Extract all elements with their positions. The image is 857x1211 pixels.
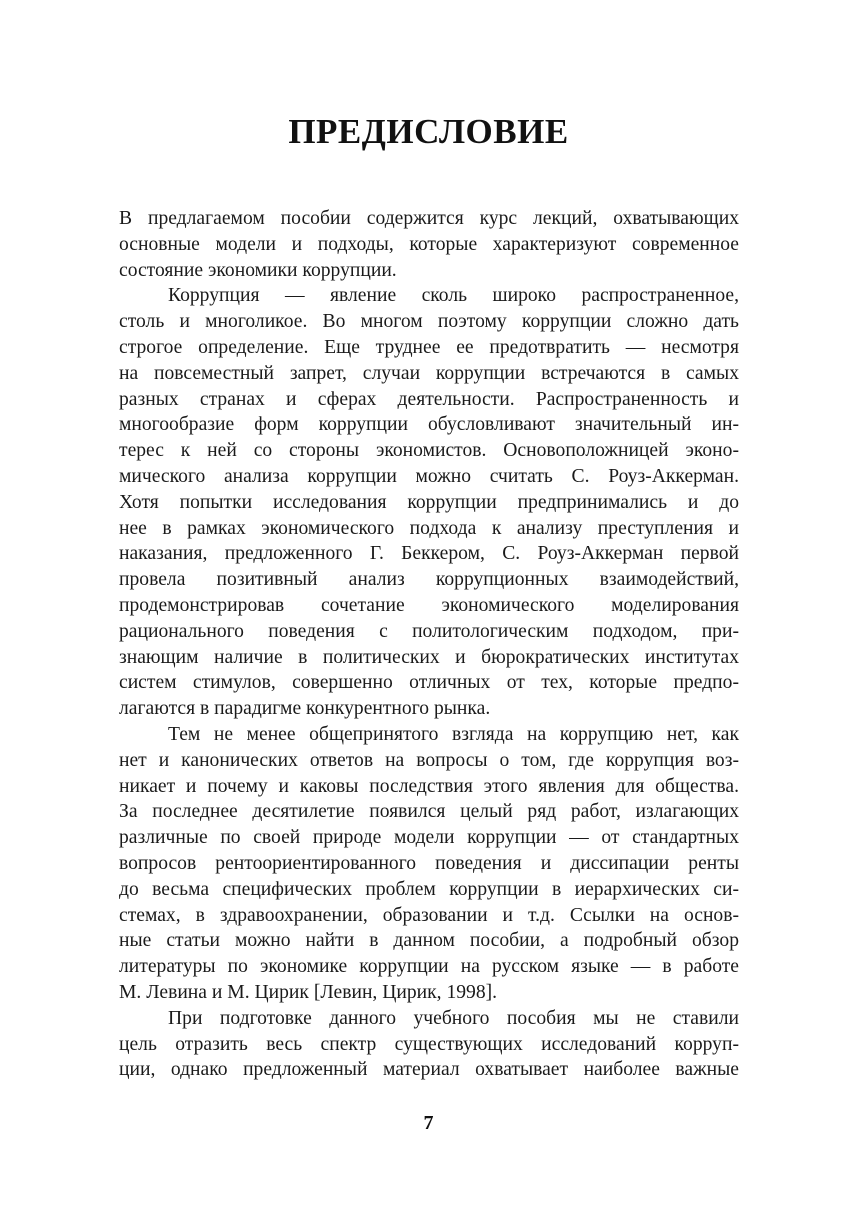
text-line: систем стимулов, совершенно отличных от тех, которые предпо- (119, 672, 739, 694)
page-number: 7 (423, 1112, 434, 1134)
text-line: до весьма специфических проблем коррупции в иерархических си- (119, 878, 739, 900)
text-line: В предлагаемом пособии содержится курс лекций, охватывающих (119, 208, 739, 229)
page-title: ПРЕДИСЛОВИЕ (288, 112, 569, 151)
text-line: терес к ней со стороны экономистов. Основоположницей эконо- (119, 440, 739, 462)
text-line: Хотя попытки исследования коррупции предпринимались и до (119, 491, 739, 513)
text-line: строгое определение. Еще труднее ее предотвратить — несмотря (119, 336, 739, 358)
text-line: ции, однако предложенный материал охватывает наиболее важные (119, 1059, 739, 1081)
text-line: наказания, предложенного Г. Беккером, С. Роуз-Аккерман первой (119, 543, 739, 565)
text-line: состояние экономики коррупции. (119, 259, 397, 281)
text-line: многообразие форм коррупции обусловливают значительный ин- (119, 414, 739, 436)
preface-body-text (119, 206, 739, 1083)
text-line: основные модели и подходы, которые характеризуют современное (119, 233, 739, 255)
text-line: различные по своей природе модели коррупции — от стандартных (119, 827, 739, 849)
text-line: Тем не менее общепринятого взгляда на коррупцию нет, как (168, 723, 739, 745)
text-line: провела позитивный анализ коррупционных взаимодействий, (119, 569, 739, 591)
text-line: нет и канонических ответов на вопросы о том, где коррупция воз- (119, 749, 739, 771)
text-line: рационального поведения с политологическим подходом, при- (119, 620, 739, 642)
text-line: знающим наличие в политических и бюрократических институтах (119, 646, 739, 668)
text-line: мического анализа коррупции можно считать С. Роуз-Аккерман. (119, 465, 739, 487)
text-line: никает и почему и каковы последствия этого явления для общества. (119, 775, 739, 797)
text-line: М. Левина и М. Цирик [Левин, Цирик, 1998]. (119, 981, 498, 1003)
text-line: Коррупция — явление сколь широко распространенное, (168, 285, 739, 307)
text-line: За последнее десятилетие появился целый ряд работ, излагающих (119, 801, 739, 823)
text-line: При подготовке данного учебного пособия мы не ставили (168, 1007, 739, 1029)
text-line: стемах, в здравоохранении, образовании и т.д. Ссылки на основ- (119, 904, 739, 926)
text-line: ные статьи можно найти в данном пособии, а подробный обзор (119, 930, 739, 952)
text-line: на повсеместный запрет, случаи коррупции встречаются в самых (119, 362, 739, 384)
text-line: продемонстрировав сочетание экономического моделирования (119, 594, 739, 616)
text-line: цель отразить весь спектр существующих исследований корруп- (119, 1033, 739, 1055)
text-line: нее в рамках экономического подхода к анализу преступления и (119, 517, 739, 539)
text-line: вопросов рентоориентированного поведения и диссипации ренты (119, 852, 739, 874)
text-line: лагаются в парадигме конкурентного рынка. (119, 698, 491, 720)
text-line: разных странах и сферах деятельности. Распространенность и (119, 388, 739, 410)
text-line: литературы по экономике коррупции на русском языке — в работе (119, 956, 739, 978)
text-line: столь и многоликое. Во многом поэтому коррупции сложно дать (119, 311, 739, 333)
